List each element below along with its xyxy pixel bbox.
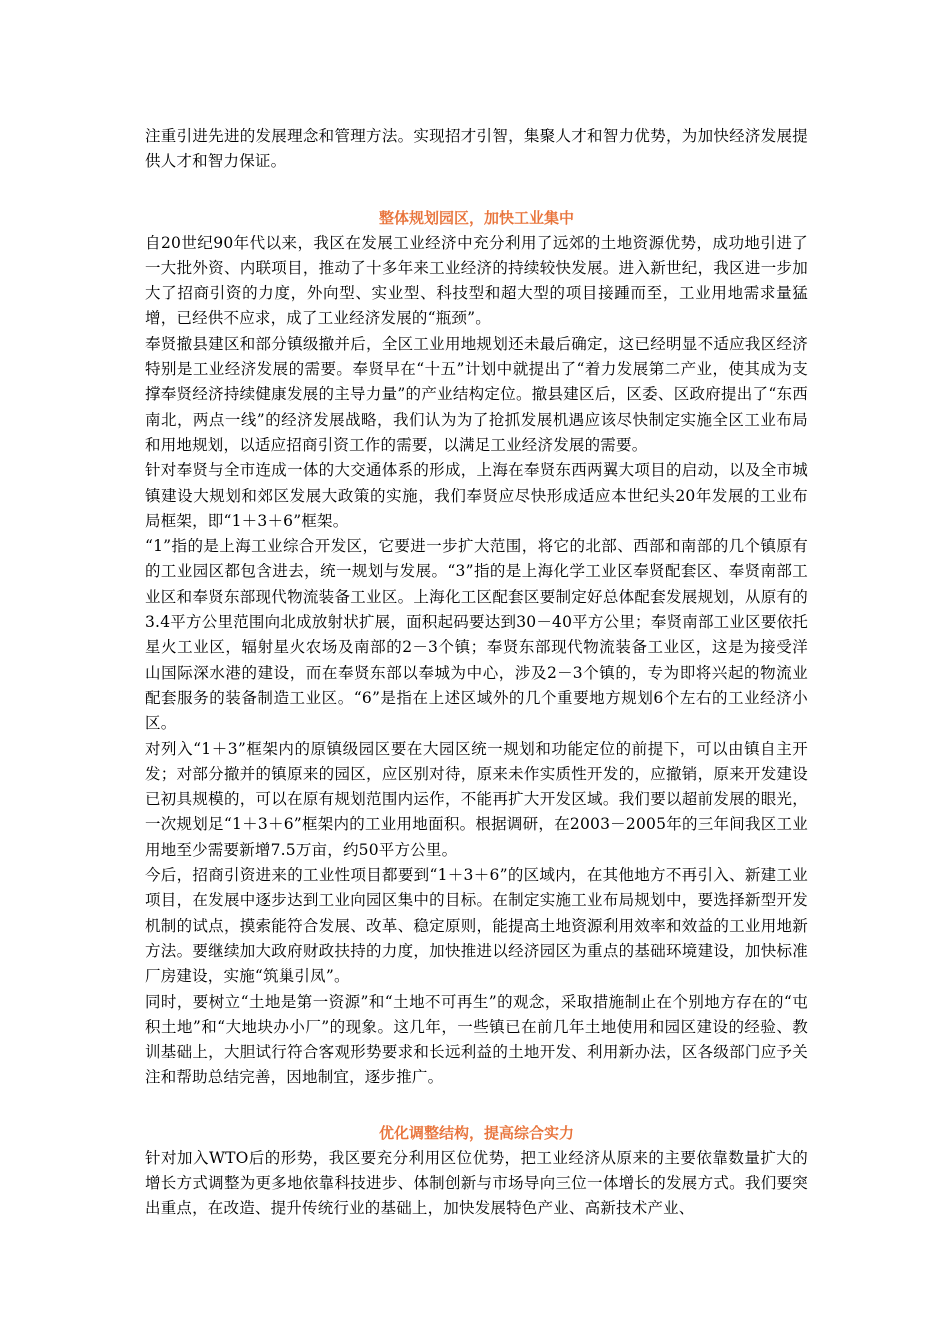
body-paragraph: 自20世纪90年代以来，我区在发展工业经济中充分利用了远郊的土地资源优势，成功地引进了一大批外资、内联项目，推动了十多年来工业经济的持续较快发展。进入新世纪，我区进一步加大了招商引资的力度，外向型、实业型、科技型和超大型的项目接踵而至，工业用地需求量猛增，已经供不应求，成了工业经济发展的“瓶颈”。 <box>145 233 808 328</box>
section-heading-industrial-parks: 整体规划园区，加快工业集中 <box>378 208 574 227</box>
intro-paragraph: 注重引进先进的发展理念和管理方法。实现招才引智，集聚人才和智力优势，为加快经济发展提供人才和智力保证。 <box>145 127 808 171</box>
body-paragraph: 同时，要树立“土地是第一资源”和“土地不可再生”的观念，采取措施制止在个别地方存在的“屯积土地”和“大地块办小厂”的现象。这几年，一些镇已在前几年土地使用和园区建设的经验、教训基础上，大胆试行符合客观形势要求和长远利益的土地开发、利用新办法，区各级部门应予关注和帮助总结完善，因地制宜，逐步推广。 <box>145 992 808 1087</box>
document-page <box>145 124 808 1222</box>
spacer <box>145 1091 808 1121</box>
body-paragraph: 针对奉贤与全市连成一体的大交通体系的形成，上海在奉贤东西两翼大项目的启动，以及全市城镇建设大规划和郊区发展大政策的实施，我们奉贤应尽快形成适应本世纪头20年发展的工业布局框架，即“1＋3＋6”框架。 <box>145 461 808 530</box>
body-paragraph: 奉贤撤县建区和部分镇级撤并后，全区工业用地规划还未最后确定，这已经明显不适应我区经济特别是工业经济发展的需要。奉贤早在“十五”计划中就提出了“着力发展第二产业，使其成为支撑奉贤经济持续健康发展的主导力量”的产业结构定位。撤县建区后，区委、区政府提出了“东西南北，两点一线”的经济发展战略，我们认为为了抢抓发展机遇应该尽快制定实施全区工业布局和用地规划，以适应招商引资工作的需要，以满足工业经济发展的需要。 <box>145 334 808 454</box>
body-paragraph: 对列入“1＋3”框架内的原镇级园区要在大园区统一规划和功能定位的前提下，可以由镇自主开发；对部分撤并的镇原来的园区，应区别对待，原来未作实质性开发的，应撤销，原来开发建设已初具规模的，可以在原有规划范围内运作，不能再扩大开发区域。我们要以超前发展的眼光，一次规划足“1＋3＋6”框架内的工业用地面积。根据调研，在2003－2005年的三年间我区工业用地至少需要新增7.5万亩，约50平方公里。 <box>145 739 808 859</box>
body-paragraph: 针对加入WTO后的形势，我区要充分利用区位优势，把工业经济从原来的主要依靠数量扩大的增长方式调整为更多地依靠科技进步、体制创新与市场导向三位一体增长的发展方式。我们要突出重点，在改造、提升传统行业的基础上，加快发展特色产业、高新技术产业、 <box>145 1148 808 1218</box>
body-paragraph: 今后，招商引资进来的工业性项目都要到“1＋3＋6”的区域内，在其他地方不再引入、新建工业项目，在发展中逐步达到工业向园区集中的目标。在制定实施工业布局规划中，要选择新型开发机制的试点，摸索能符合发展、改革、稳定原则，能提高土地资源利用效率和效益的工业用地新方法。要继续加大政府财政扶持的力度，加快推进以经济园区为重点的基础环境建设，加快标准厂房建设，实施“筑巢引凤”。 <box>145 866 808 986</box>
body-paragraph: “1”指的是上海工业综合开发区，它要进一步扩大范围，将它的北部、西部和南部的几个镇原有的工业园区都包含进去，统一规划与发展。“3”指的是上海化学工业区奉贤配套区、奉贤南部工业区和奉贤东部现代物流装备工业区。上海化工区配套区要制定好总体配套发展规划，从原有的3.4平方公里范围向北成放射状扩展，面积起码要达到30－40平方公里；奉贤南部工业区要依托星火工业区，辐射星火农场及南部的2－3个镇；奉贤东部现代物流装备工业区，这是为接受洋山国际深水港的建设，而在奉贤东部以奉城为中心，涉及2－3个镇的，专为即将兴起的物流业配套服务的装备制造工业区。“6”是指在上述区域外的几个重要地方规划6个左右的工业经济小区。 <box>145 537 808 733</box>
section-heading-structure-optimization: 优化调整结构，提高综合实力 <box>378 1123 574 1142</box>
spacer <box>145 175 808 206</box>
